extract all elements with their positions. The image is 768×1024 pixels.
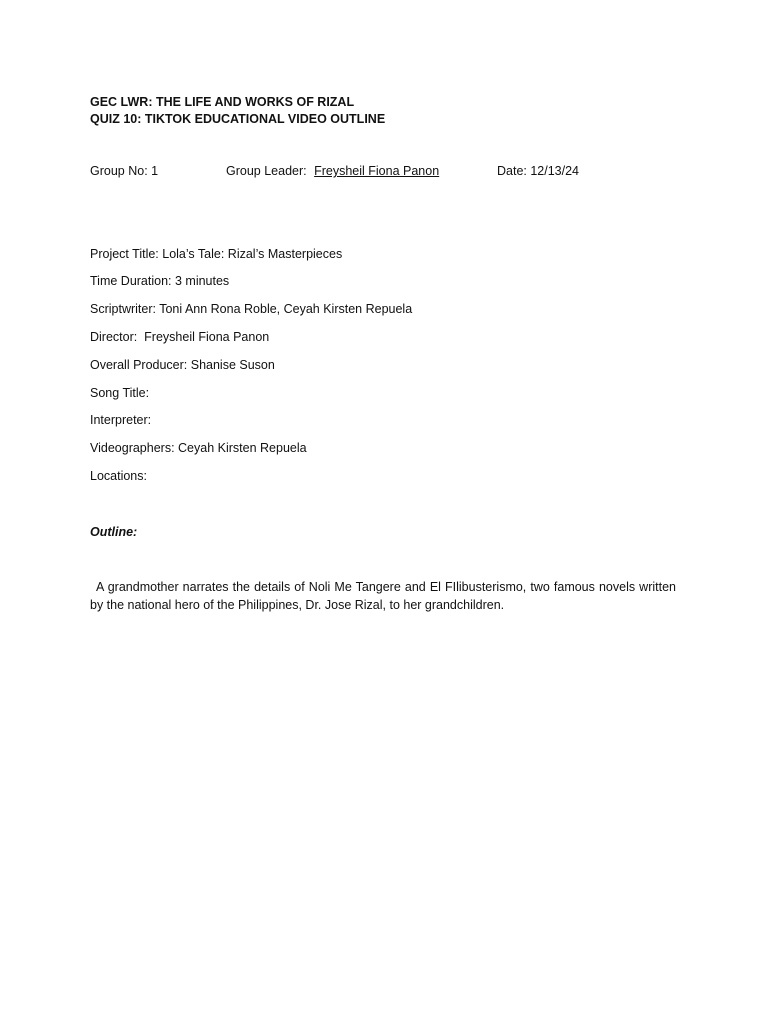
videographers: Videographers: Ceyah Kirsten Repuela <box>90 441 307 455</box>
director: Director: Freysheil Fiona Panon <box>90 330 270 344</box>
course-title: GEC LWR: THE LIFE AND WORKS OF RIZAL <box>90 95 355 109</box>
group-number: Group No: 1 <box>90 164 159 178</box>
outline-heading: Outline: <box>90 525 138 539</box>
overall-producer: Overall Producer: Shanise Suson <box>90 358 275 372</box>
time-duration: Time Duration: 3 minutes <box>90 274 230 288</box>
song-title: Song Title: <box>90 386 150 400</box>
date: Date: 12/13/24 <box>497 164 580 178</box>
locations: Locations: <box>90 469 147 483</box>
interpreter: Interpreter: <box>90 413 152 427</box>
outline-paragraph <box>90 578 676 614</box>
quiz-title: QUIZ 10: TIKTOK EDUCATIONAL VIDEO OUTLINE <box>90 112 386 126</box>
group-leader-label: Group Leader: <box>226 164 307 178</box>
group-leader <box>226 163 439 179</box>
scriptwriter: Scriptwriter: Toni Ann Rona Roble, Ceyah Kirsten Repuela <box>90 302 413 316</box>
group-leader-name: Freysheil Fiona Panon <box>314 164 440 178</box>
project-title: Project Title: Lola’s Tale: Rizal’s Masterpieces <box>90 247 343 261</box>
outline-text: A grandmother narrates the details of Noli Me Tangere and El FIlibusterismo, two famous novels written by the national hero of the Philippines, Dr. Jose Rizal, to her grandchildren. <box>90 580 676 612</box>
